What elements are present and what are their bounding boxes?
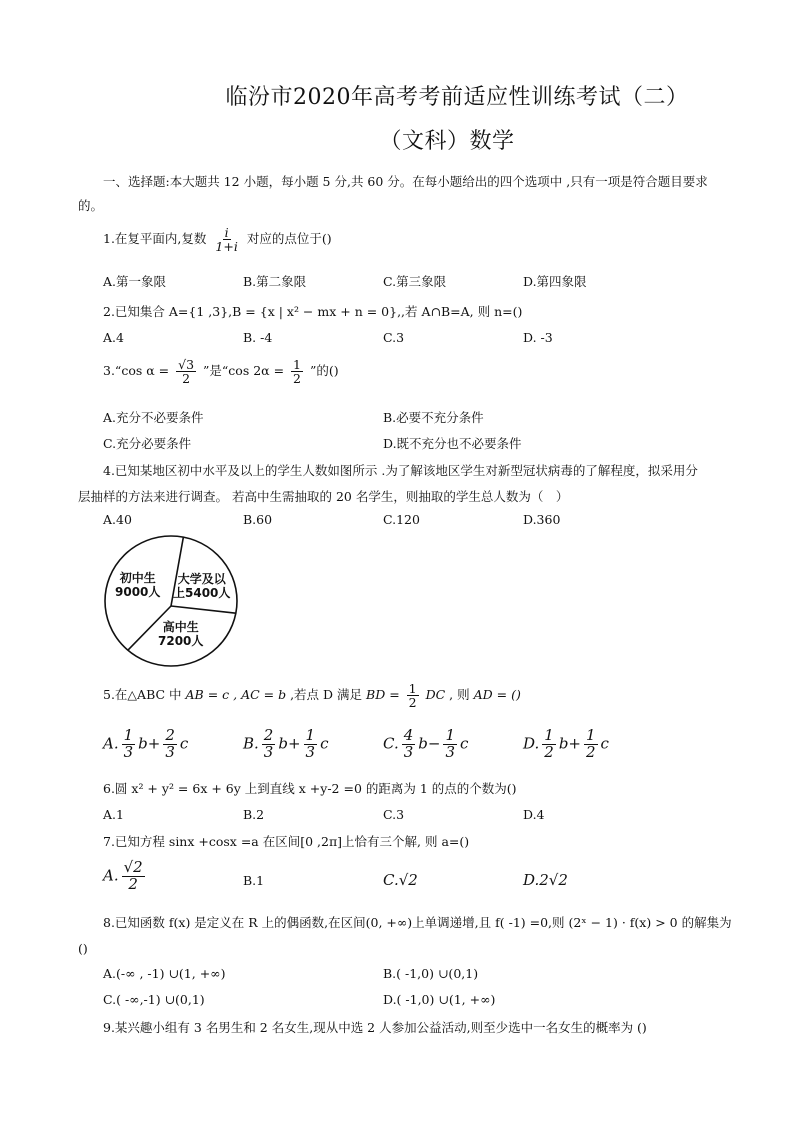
pie-label-university-value: 上5400人	[173, 586, 231, 601]
q5-option-c	[383, 728, 468, 761]
question-5	[103, 682, 521, 709]
q4-option-c: C.120	[383, 512, 420, 527]
q6-option-a: A.1	[103, 807, 124, 822]
pie-label-senior	[158, 620, 203, 649]
q5-c-term2: c	[459, 734, 469, 753]
q5-option-b	[243, 728, 328, 761]
q3-part3: ”的()	[309, 363, 339, 379]
pie-label-senior-name: 高中生	[162, 620, 199, 634]
q5-d-f2-num: 1	[585, 726, 596, 744]
q5-vectors-ab-ac: AB = c , AC = b	[185, 687, 287, 703]
q5-a-f1-num: 1	[123, 726, 134, 744]
q5-b-f1-num: 2	[263, 726, 274, 744]
q5-c-f1-num: 4	[403, 726, 414, 744]
pie-label-junior-name: 初中生	[119, 571, 156, 585]
q2-option-c: C.3	[383, 330, 405, 345]
section-intro-line1: 一、选择题:本大题共 12 小题，每小题 5 分,共 60 分。在每小题给出的四个选项中 ,只有一项是符合题目要求	[103, 174, 708, 189]
question-8-line1: 8.已知函数 f(x) 是定义在 R 上的偶函数,在区间(0, +∞)上单调递增,且 f( -1) =0,则 (2ˣ − 1) · f(x) > 0 的解集为	[103, 915, 732, 930]
q5-vector-dc: DC	[425, 687, 446, 703]
q1-option-a: A.第一象限	[103, 274, 167, 289]
q3-part1: 3.“cos α =	[103, 363, 170, 379]
q5-part1: 5.在△ABC 中	[103, 687, 182, 703]
q5-d-term2: c	[600, 734, 609, 753]
q1-numerator: i	[224, 225, 229, 240]
q5-part3: , 则	[449, 687, 470, 703]
q3-part2: ”是“cos 2α =	[203, 363, 285, 379]
q7-option-b: B.1	[243, 873, 265, 888]
question-3	[103, 358, 339, 385]
pie-label-university-name: 大学及以	[177, 572, 226, 586]
q2-option-b: B. -4	[243, 330, 273, 345]
q3-f2-numerator: 1	[293, 357, 301, 372]
q8-option-d: D.( -1,0) ∪(1, +∞)	[383, 992, 496, 1007]
question-2: 2.已知集合 A={1 ,3},B = {x | x² − mx + n = 0},,若 A∩B=A, 则 n=()	[103, 304, 523, 319]
q5-a-f2-num: 2	[165, 726, 175, 744]
q7-a-den: 2	[128, 874, 138, 893]
question-4-line1: 4.已知某地区初中水平及以上的学生人数如图所示 .为了解该地区学生对新型冠状病毒的了解程度，拟采用分	[103, 463, 698, 478]
q8-option-a: A.(-∞ , -1) ∪(1, +∞)	[103, 966, 226, 981]
question-9: 9.某兴趣小组有 3 名男生和 2 名女生,现从中选 2 人参加公益活动,则至少选中一名女生的概率为 ()	[103, 1020, 647, 1035]
q5-b-letter: B.	[243, 734, 259, 753]
q5-frac-numerator: 1	[408, 681, 417, 696]
q6-option-d: D.4	[523, 807, 545, 822]
q7-option-c: C.√2	[383, 871, 418, 889]
q1-pre: 1.在复平面内,复数	[103, 231, 207, 247]
q5-d-f1-den: 2	[544, 742, 554, 761]
q5-d-f2-den: 2	[585, 742, 596, 761]
q7-a-num: √2	[123, 858, 143, 876]
q5-a-term1: b+	[138, 734, 161, 753]
question-6: 6.圆 x² + y² = 6x + 6y 上到直线 x +y-2 =0 的距离为 1 的点的个数为()	[103, 781, 517, 796]
q7-option-d: D.2√2	[523, 871, 568, 889]
q5-b-f1-den: 3	[263, 742, 274, 761]
q5-c-f2-den: 3	[445, 742, 455, 761]
student-pie-chart	[103, 533, 240, 668]
q8-option-b: B.( -1,0) ∪(0,1)	[383, 966, 479, 981]
q3-fraction-1	[176, 358, 196, 385]
pie-label-senior-value: 7200人	[158, 634, 204, 649]
pie-label-university	[173, 572, 230, 601]
q5-c-f2-num: 1	[445, 726, 455, 744]
q5-a-letter: A.	[103, 734, 119, 753]
q8-option-c: C.( -∞,-1) ∪(0,1)	[103, 992, 205, 1007]
q5-frac-denominator: 2	[408, 695, 417, 711]
q3-option-c: C.充分必要条件	[103, 436, 192, 451]
question-8-line2: ()	[78, 941, 88, 956]
q1-option-c: C.第三象限	[383, 274, 447, 289]
q7-option-a	[103, 860, 148, 893]
q4-option-d: D.360	[523, 512, 561, 527]
q4-option-a: A.40	[103, 512, 132, 527]
q5-fraction	[407, 682, 419, 709]
section-intro-line2: 的。	[78, 198, 104, 213]
q1-option-d: D.第四象限	[523, 274, 587, 289]
q5-option-a	[103, 728, 188, 761]
q6-option-b: B.2	[243, 807, 265, 822]
q5-d-f1-num: 1	[544, 726, 554, 744]
pie-label-junior	[115, 571, 160, 600]
q3-option-a: A.充分不必要条件	[103, 410, 204, 425]
q5-c-letter: C.	[383, 734, 399, 753]
q1-fraction	[213, 226, 239, 253]
page-subtitle: （文科）数学	[379, 129, 515, 154]
q3-f2-denominator: 2	[293, 371, 301, 387]
q3-option-b: B.必要不充分条件	[383, 410, 484, 425]
q3-option-d: D.既不充分也不必要条件	[383, 436, 522, 451]
q5-part2: ,若点 D 满足	[290, 687, 363, 703]
q5-c-f1-den: 3	[403, 742, 414, 761]
page-title: 临汾市2020年高考考前适应性训练考试（二）	[225, 85, 689, 110]
question-4-line2: 层抽样的方法来进行调查。 若高中生需抽取的 20 名学生，则抽取的学生总人数为（ ）	[78, 489, 569, 504]
q5-b-term1: b+	[278, 734, 301, 753]
q5-vector-bd: BD =	[366, 687, 400, 703]
q1-post: 对应的点位于()	[246, 231, 332, 247]
q2-option-d: D. -3	[523, 330, 553, 345]
q3-fraction-2	[291, 358, 303, 385]
pie-label-junior-value: 9000人	[115, 585, 161, 600]
q5-c-term1: b−	[418, 734, 441, 753]
q5-d-term1: b+	[558, 734, 581, 753]
q5-a-term2: c	[179, 734, 189, 753]
q5-d-letter: D.	[523, 734, 540, 753]
q5-b-f2-den: 3	[305, 742, 316, 761]
question-7: 7.已知方程 sinx +cosx =a 在区间[0 ,2π]上恰有三个解, 则 a=()	[103, 834, 470, 849]
q5-vector-ad: AD = ()	[473, 687, 521, 703]
question-1	[103, 226, 332, 253]
q5-b-term2: c	[320, 734, 329, 753]
q5-a-f2-den: 3	[165, 742, 175, 761]
q3-f1-numerator: √3	[178, 357, 195, 372]
q7-a-letter: A.	[103, 866, 119, 885]
q4-option-b: B.60	[243, 512, 273, 527]
q6-option-c: C.3	[383, 807, 405, 822]
q3-f1-denominator: 2	[182, 371, 191, 387]
q1-option-b: B.第二象限	[243, 274, 307, 289]
q5-a-f1-den: 3	[123, 742, 134, 761]
q5-b-f2-num: 1	[305, 726, 316, 744]
q2-option-a: A.4	[103, 330, 124, 345]
q1-denominator: 1+i	[215, 239, 238, 255]
q5-option-d	[523, 728, 609, 761]
